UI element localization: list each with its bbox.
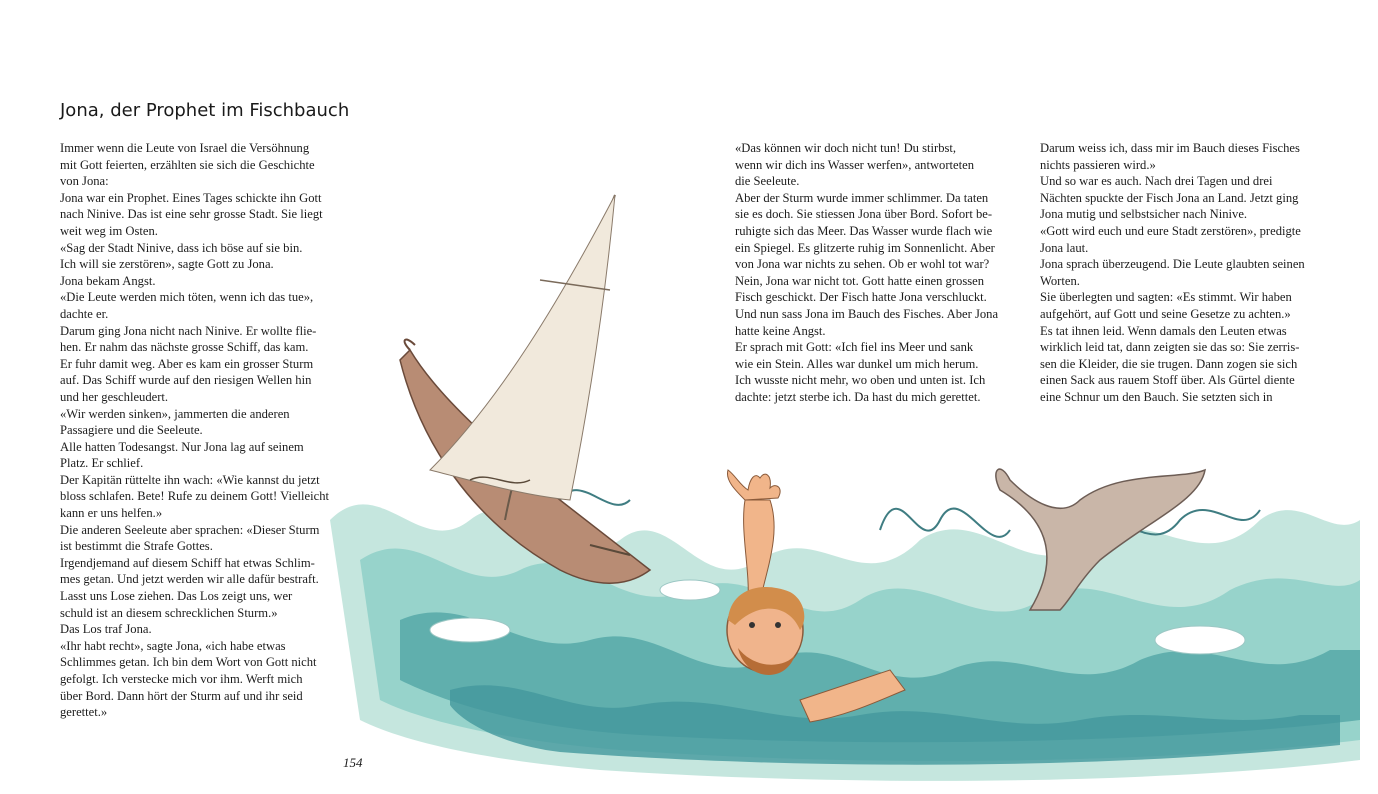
text-line: ruhigte sich das Meer. Das Wasser wurde flach wie: [735, 223, 993, 238]
page-title: Jona, der Prophet im Fischbauch: [60, 100, 350, 121]
text-line: Jona sprach überzeugend. Die Leute glaubten seinen: [1040, 257, 1305, 272]
page-number: 154: [343, 755, 363, 770]
text-line: nach Ninive. Das ist eine sehr grosse Stadt. Sie liegt: [60, 207, 323, 222]
text-line: von Jona war nichts zu sehen. Ob er wohl tot war?: [735, 257, 990, 272]
text-line: dachte er.: [60, 306, 109, 321]
text-line: aufgehört, auf Gott und seine Gesetze zu achten.»: [1040, 306, 1291, 321]
text-line: Er fuhr damit weg. Aber es kam ein grosser Sturm: [60, 356, 314, 371]
text-line: Immer wenn die Leute von Israel die Versöhnung: [60, 141, 310, 155]
text-line: Passagiere und die Seeleute.: [60, 423, 203, 438]
text-line: Platz. Er schlief.: [60, 456, 144, 471]
text-line: bloss schlafen. Bete! Rufe zu deinem Gott! Vielleicht: [60, 489, 330, 504]
boat: [400, 195, 650, 583]
text-line: Er sprach mit Gott: «Ich fiel ins Meer und sank: [735, 340, 974, 355]
text-line: hatte keine Angst.: [735, 323, 826, 338]
text-line: wirklich leid tat, dann zeigten sie das so: Sie zerris-: [1040, 340, 1300, 355]
text-line: von Jona:: [60, 174, 109, 189]
text-column-2: [735, 140, 1020, 406]
text-line: Jona mutig und selbstsicher nach Ninive.: [1040, 207, 1248, 222]
text-line: Schlimmes getan. Ich bin dem Wort von Gott nicht: [60, 655, 317, 670]
text-line: dachte: jetzt sterbe ich. Da hast du mich gerettet.: [735, 389, 981, 404]
text-line: «Wir werden sinken», jammerten die anderen: [60, 406, 290, 421]
text-line: Lasst uns Lose ziehen. Das Los zeigt uns, wer: [60, 589, 293, 604]
text-column-3: [1040, 140, 1330, 406]
text-line: weit weg im Osten.: [60, 223, 158, 238]
text-line: sen die Kleider, die sie trugen. Dann zogen sie sich: [1040, 356, 1298, 371]
text-line: eine Schnur um den Bauch. Sie setzten sich in: [1040, 389, 1273, 404]
text-line: die Seeleute.: [735, 174, 800, 189]
text-line: wenn wir dich ins Wasser werfen», antworteten: [735, 157, 975, 172]
text-line: Nein, Jona war nicht tot. Gott hatte einen grossen: [735, 273, 985, 288]
text-line: Ich wusste nicht mehr, wo oben und unten ist. Ich: [735, 373, 986, 388]
text-line: Der Kapitän rüttelte ihn wach: «Wie kannst du jetzt: [60, 472, 320, 487]
text-line: «Die Leute werden mich töten, wenn ich das tue»,: [60, 290, 314, 305]
text-line: ist bestimmt die Strafe Gottes.: [60, 539, 213, 554]
text-line: über Bord. Dann hört der Sturm auf und ihr seid: [60, 688, 303, 703]
text-line: «Gott wird euch und eure Stadt zerstören», predigte: [1040, 223, 1301, 238]
text-line: Worten.: [1040, 273, 1080, 288]
text-line: Darum ging Jona nicht nach Ninive. Er wollte flie-: [60, 323, 317, 338]
text-line: mit Gott feierten, erzählten sie sich die Geschichte: [60, 157, 315, 172]
text-line: Das Los traf Jona.: [60, 622, 152, 637]
text-line: Aber der Sturm wurde immer schlimmer. Da taten: [735, 190, 989, 205]
text-line: Es tat ihnen leid. Wenn damals den Leuten etwas: [1040, 323, 1287, 338]
text-line: Alle hatten Todesangst. Nur Jona lag auf seinem: [60, 439, 304, 454]
text-line: kann er uns helfen.»: [60, 506, 163, 521]
text-line: Ich will sie zerstören», sagte Gott zu Jona.: [60, 257, 274, 272]
text-line: Sie überlegten und sagten: «Es stimmt. Wir haben: [1040, 290, 1292, 305]
text-line: ein Spiegel. Es glitzerte ruhig im Sonnenlicht. Aber: [735, 240, 995, 255]
text-line: Darum weiss ich, dass mir im Bauch dieses Fisches: [1040, 141, 1300, 155]
text-line: einen Sack aus rauem Stoff über. Als Gürtel diente: [1040, 373, 1295, 388]
text-line: hen. Er nahm das nächste grosse Schiff, das kam.: [60, 340, 309, 355]
text-line: gefolgt. Ich verstecke mich vor ihm. Werft mich: [60, 672, 303, 686]
text-line: «Das können wir doch nicht tun! Du stirbst,: [735, 141, 957, 155]
text-column-1: [60, 140, 345, 721]
text-line: nichts passieren wird.»: [1040, 157, 1156, 172]
text-line: Und so war es auch. Nach drei Tagen und drei: [1040, 174, 1273, 189]
text-line: sie es doch. Sie stiessen Jona über Bord. Sofort be-: [735, 207, 993, 222]
text-line: Die anderen Seeleute aber sprachen: «Dieser Sturm: [60, 522, 320, 537]
text-line: «Sag der Stadt Ninive, dass ich böse auf sie bin.: [60, 240, 303, 255]
text-line: schuld ist an diesem schrecklichen Sturm.»: [60, 605, 278, 620]
text-line: und her geschleudert.: [60, 389, 169, 404]
text-line: Jona laut.: [1040, 240, 1089, 255]
text-line: Irgendjemand auf diesem Schiff hat etwas Schlim-: [60, 555, 315, 570]
text-line: gerettet.»: [60, 705, 108, 720]
text-line: Jona war ein Prophet. Eines Tages schickte ihn Gott: [60, 190, 322, 205]
text-line: Und nun sass Jona im Bauch des Fisches. Aber Jona: [735, 306, 999, 321]
text-line: «Ihr habt recht», sagte Jona, «ich habe etwas: [60, 638, 286, 653]
text-line: Nächten spuckte der Fisch Jona an Land. Jetzt ging: [1040, 190, 1299, 205]
text-line: Fisch geschickt. Der Fisch hatte Jona verschluckt.: [735, 290, 987, 305]
text-line: auf. Das Schiff wurde auf den riesigen Wellen hin: [60, 373, 312, 388]
text-line: mes getan. Und jetzt werden wir alle dafür bestraft.: [60, 572, 319, 587]
text-line: wie ein Stein. Alles war dunkel um mich herum.: [735, 356, 979, 371]
text-line: Jona bekam Angst.: [60, 273, 156, 288]
